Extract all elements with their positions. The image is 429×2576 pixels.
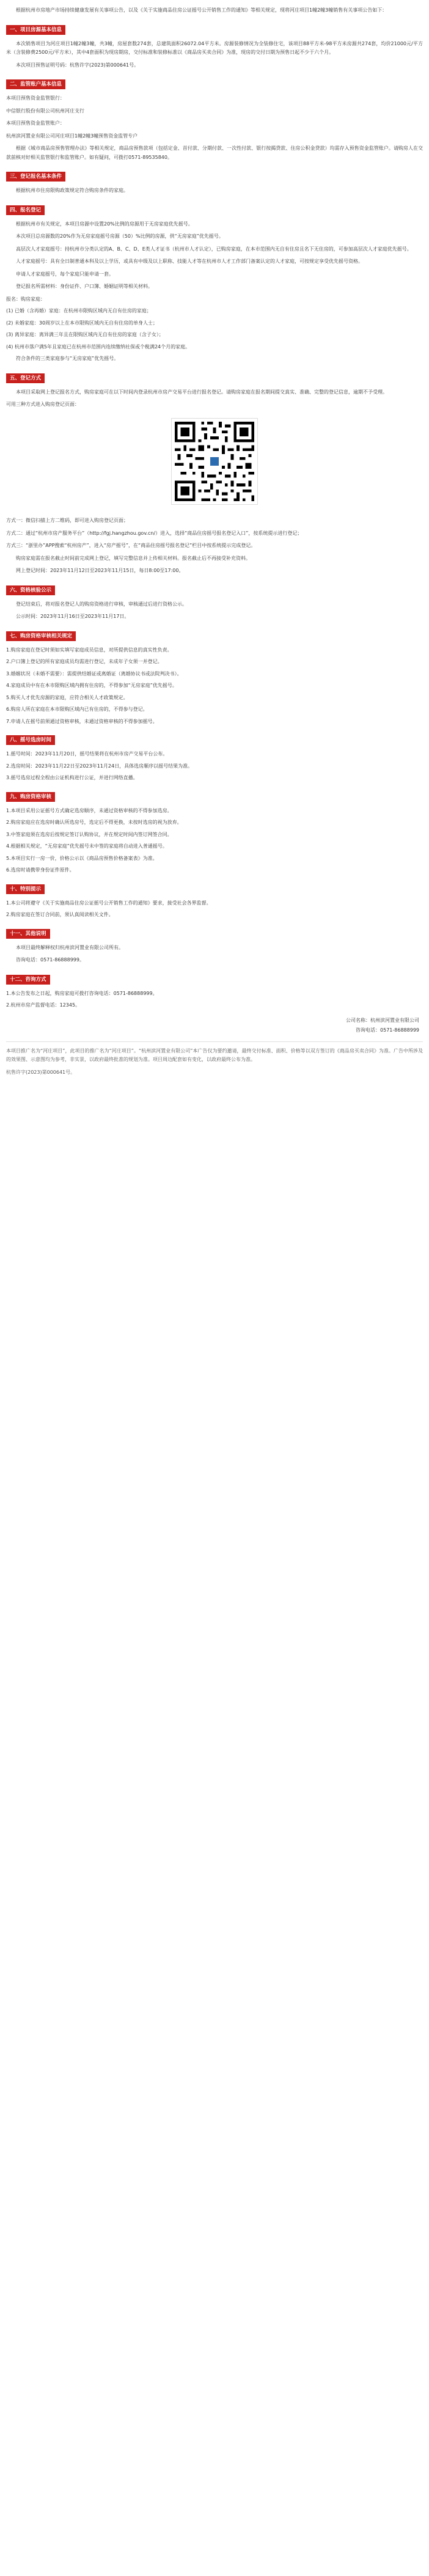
- paragraph: 符合条件的三类家庭参与“无房家庭”优先摇号。: [16, 356, 119, 361]
- section-title: 九、购房资格审核: [6, 792, 55, 802]
- paragraph: 申请人才家庭摇号，每个家庭只能申请一套。: [16, 271, 114, 277]
- paragraph: 本次项目预售证明号码：杭售许字(2023)第000641号。: [16, 62, 139, 68]
- list-item: 1.购房家庭在登记时须如实填写家庭成员信息，对所提供信息的真实性负责。: [6, 647, 172, 653]
- section-title: 八、摇号选房时间: [6, 735, 55, 745]
- list-item: 2.购房家庭应在选房时确认所选房号，选定后不得更换，未按时选房的视为放弃。: [6, 820, 182, 825]
- paragraph: 人才家庭摇号：具有全日制普通本科及以上学历，或具有中级及以上职称、技能人才等在杭州市人才工作部门备案认定的人才家庭，可按规定享受优先摇号资格。: [16, 259, 363, 264]
- section-lottery-time: [6, 729, 423, 783]
- section-purchase-review: [6, 786, 423, 875]
- intro-text: 根据杭州市房地产市场持续健康发展有关事项公告，以及《关于实施商品住房公证摇号公开销售工作的通知》等相关规定，现将河庄项目1幢2幢3幢销售有关事项公告如下：: [16, 7, 387, 13]
- license-number: 杭售许字(2023)第000641号。: [6, 1069, 76, 1075]
- paragraph: 根据杭州市有关规定，本项目房源中设置20%比例的房源用于无房家庭优先摇号。: [16, 221, 193, 227]
- announcement-page: [0, 0, 429, 1087]
- list-item: (1) 已婚（含再婚）家庭：在杭州市限购区域内无自有住房的家庭；: [6, 308, 152, 314]
- section-registration: [6, 199, 423, 364]
- paragraph: 登记报名所需材料：身份证件、户口簿、婚姻证明等相关材料。: [16, 284, 153, 289]
- paragraph: 咨询电话：0571-86888999。: [16, 957, 84, 963]
- paragraph: 本项目预售资金监管账户：: [6, 120, 65, 126]
- paragraph: 根据杭州市住房限购政策规定符合购房条件的家庭。: [16, 188, 128, 193]
- paragraph: 杭州滨河置业有限公司河庄项目1幢2幢3幢预售资金监管专户: [6, 133, 138, 139]
- list-item: 1.本公告发布之日起，购房家庭可拨打咨询电话：0571-86888999。: [6, 990, 158, 996]
- paragraph: 登记结束后，将对报名登记人的购房资格进行审核，审核通过后进行资格公示。: [16, 601, 187, 607]
- section-qualification-publicity: [6, 579, 423, 622]
- list-item: 4.根据相关规定，“无房家庭”优先摇号未中签的家庭将自动进入普通摇号。: [6, 843, 167, 849]
- list-item: 3.中签家庭须在选房后按规定签订认购协议，并在规定时间内签订网签合同。: [6, 831, 172, 837]
- paragraph: 本项目采取网上登记报名方式，购房家庭可在以下时间内登录杭州市房产交易平台进行报名登记。请购房家庭在报名期间提交真实、准确、完整的登记信息，逾期不予受理。: [16, 389, 387, 395]
- disclaimer-text: 本项目推广名为“河庄项目”，此项目的推广名为“河庄项目”。“杭州滨河置业有限公司”本广告仅为要约邀请，最终交付标准、面积、价格等以双方签订的《商品房买卖合同》为准。广告中所涉及的效果图、示意图均为参考，非实景，以政府最终批准的规划为准。项目周边配套如有变化，以政府最终公布为准。: [6, 1048, 423, 1062]
- section-other-notes: [6, 923, 423, 965]
- list-item: 1.本公司将遵守《关于实施商品住房公证摇号公开销售工作的通知》要求，接受社会各界监督。: [6, 900, 211, 906]
- paragraph: 本项目预售资金监管银行：: [6, 95, 65, 101]
- section-title: 十、特别提示: [6, 884, 45, 894]
- list-item: (3) 离异家庭：离异满三年且在限购区域内无自有住房的家庭（含子女）；: [6, 332, 164, 337]
- paragraph: 购房家庭需在报名截止时间前完成网上登记，填写完整信息并上传相关材料。报名截止后不再接受补充资料。: [16, 555, 251, 561]
- paragraph: 报名：购房家庭：: [6, 296, 45, 302]
- section-contact: [6, 969, 423, 1010]
- list-item: 2.杭州市房产监督电话：12345。: [6, 1002, 81, 1008]
- list-item: 7.申请人在摇号前须通过资格审核，未通过资格审核的不得参加摇号。: [6, 718, 158, 724]
- list-item: 6.购房人所在家庭在本市限购区域内已有住房的，不得参与登记。: [6, 706, 148, 712]
- contact-phone: 咨询电话：0571-86888999: [356, 1027, 419, 1033]
- paragraph: 本次项目总房源数的20%作为无房家庭摇号房源（50）%比例的房源，供“无房家庭”优先摇号。: [16, 233, 224, 239]
- section-title: 六、资格核验公示: [6, 585, 55, 595]
- section-title: 三、登记报名基本条件: [6, 172, 65, 182]
- section-registration-method: [6, 367, 423, 576]
- disclaimer: [6, 1041, 423, 1077]
- list-item: 3.婚姻状况（未婚不需要）：需提供结婚证或离婚证（离婚协议书或法院判决书）。: [6, 670, 182, 677]
- paragraph: 本次销售项目为河庄项目1幢2幢3幢，共3幢，房屋套数274套，总建筑面积26072.04平方米。房源装修情况为全装修住宅，该项目88平方米-98平方米房源共274套，均价21000元/平方米（含装修费2500元/平方米），其中4套面积为现房期房，交付标准和装修标准以《商品房买卖合同》为准，现房的交付日期为预售日起不少于六个月。: [6, 40, 423, 55]
- list-item: 2.选房时间：2023年11月22日至2023年11月24日，具体选房顺序以摇号结果为准。: [6, 763, 193, 769]
- qr-code-image: [172, 419, 257, 504]
- section-title: 四、报名登记: [6, 205, 45, 215]
- company-name: 公司名称：杭州滨河置业有限公司: [346, 1017, 419, 1023]
- list-item: 3.摇号选房过程全程由公证机构进行公证，并进行网络直播。: [6, 775, 138, 780]
- paragraph: 方式一：微信扫描上方二维码，即可进入购房登记页面；: [6, 518, 128, 523]
- section-special-notice: [6, 878, 423, 920]
- list-item: 6.选房时请携带身份证件原件。: [6, 867, 75, 873]
- paragraph: 本项目最终解释权归杭州滨河置业有限公司所有。: [16, 944, 123, 950]
- paragraph: 可用三种方式进入购房登记页面：: [6, 402, 79, 407]
- section-title: 七、购房资格审核相关规定: [6, 631, 76, 641]
- list-item: 1.本项目采用公证摇号方式确定选房顺序，未通过资格审核的不得参加选房。: [6, 807, 172, 813]
- list-item: 4.家庭成员中有在本市限购区域内拥有住房的，不得参加“无房家庭”优先摇号。: [6, 683, 177, 688]
- paragraph: 方式三：“浙里办”APP搜索“杭州房产”，进入“房产摇号”，在“商品住房摇号报名登记”栏目中按系统提示完成登记。: [6, 543, 256, 548]
- qr-code-area: [6, 418, 423, 508]
- paragraph: 方式二：通过“杭州市房产服务平台”（http://fgj.hangzhou.gov.cn/）进入，选择“商品住房摇号报名登记入口”，按系统提示进行登记；: [6, 530, 302, 536]
- list-item: 2.户口簿上登记的所有家庭成员均需进行登记，未成年子女须一并登记。: [6, 659, 163, 664]
- section-supervision-account: [6, 73, 423, 162]
- section-qualification-rules: [6, 625, 423, 727]
- list-item: 1.摇号时间：2023年11月20日，摇号结果将在杭州市房产交易平台公布。: [6, 751, 168, 757]
- section-title: 十一、其他说明: [6, 929, 50, 939]
- paragraph: 网上登记时间：2023年11月12日至2023年11月15日，每日8:00至17:00。: [16, 568, 184, 573]
- qr-code-icon[interactable]: [171, 418, 258, 505]
- paragraph: 公示时间：2023年11月16日至2023年11月17日。: [16, 614, 130, 619]
- list-item: (2) 未婚家庭：30周岁以上在本市限购区域内无自有住房的单身人士；: [6, 320, 158, 326]
- section-title: 十二、咨询方式: [6, 975, 50, 985]
- list-item: (4) 杭州市落户满5年且家庭已在杭州市范围内连续缴纳社保或个税满24个月的家庭。: [6, 343, 191, 350]
- section-title: 五、登记方式: [6, 373, 45, 383]
- paragraph: 中信银行股份有限公司杭州河庄支行: [6, 108, 84, 114]
- section-title: 二、监管账户基本信息: [6, 79, 65, 89]
- list-item: 5.本项目实行一房一价，价格公示以《商品房预售价格备案表》为准。: [6, 855, 158, 861]
- list-item: 2.购房家庭在签订合同前，须认真阅读相关文件。: [6, 912, 114, 917]
- paragraph: 高层次人才家庭摇号：持杭州市分类认定的A、B、C、D、E类人才证书（杭州市人才认定），已购房家庭，在本市范围内无自有住房且名下无住房的，可参加高层次人才家庭优先摇号。: [16, 246, 412, 252]
- section-project-info: [6, 19, 423, 70]
- paragraph: 根据《城市商品房预售管理办法》等相关规定，商品房预售款项（包括定金、首付款、分期付款、一次性付款、银行按揭贷款、住房公积金贷款）均需存入预售资金监管账户。请购房人在交款前核对好相关监管银行和监管账户。如有疑问，可拨打0571-89535840。: [6, 145, 423, 160]
- section-title: 一、项目房源基本信息: [6, 25, 65, 35]
- list-item: 5.购买人才优先房源的家庭，应符合相关人才政策规定。: [6, 694, 128, 700]
- section-eligibility: [6, 166, 423, 196]
- signature-block: [6, 1016, 419, 1035]
